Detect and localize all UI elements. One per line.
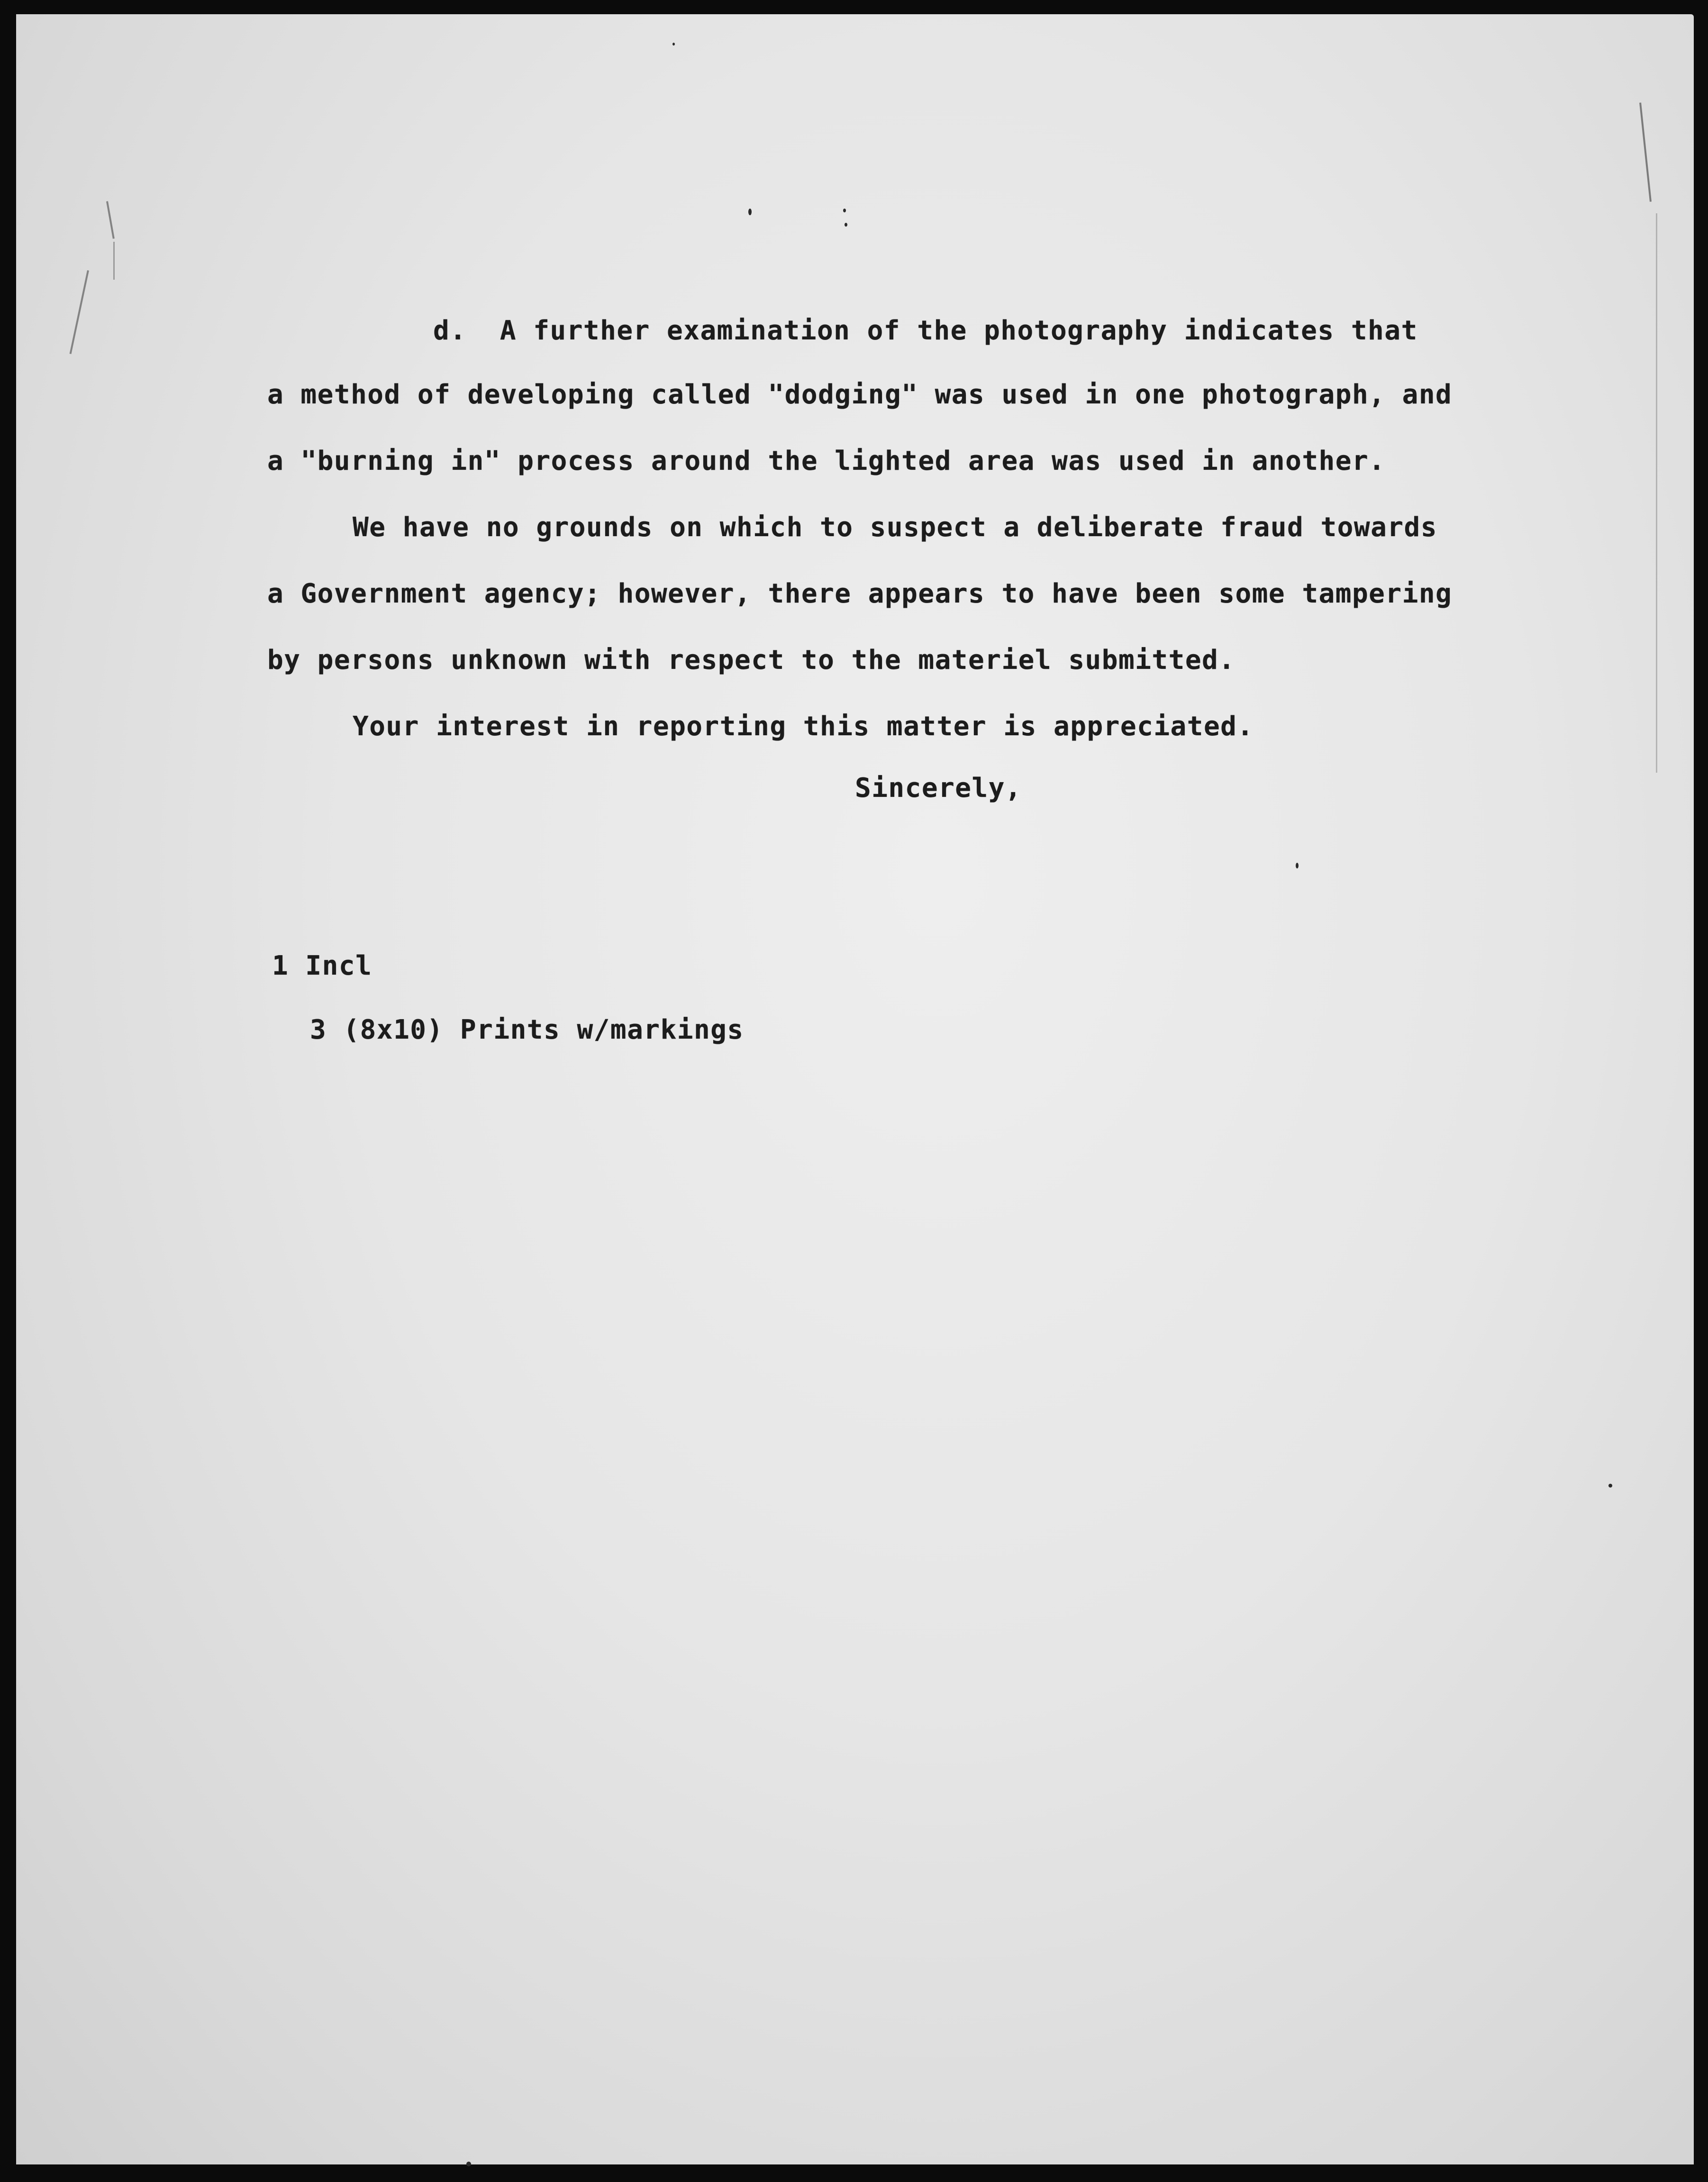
right-edge-mark — [1656, 213, 1657, 773]
speck — [672, 43, 675, 46]
enclosure-item: 3 (8x10) Prints w/markings — [310, 1014, 744, 1045]
paragraph-3-line-1: Your interest in reporting this matter is appreciated. — [353, 711, 1254, 742]
closing-salutation: Sincerely, — [855, 773, 1022, 803]
paragraph-2-line-3: by persons unknown with respect to the materiel submitted. — [267, 645, 1236, 676]
speck — [466, 2162, 471, 2166]
paragraph-2-line-2: a Government agency; however, there appears to have been some tampering — [267, 578, 1453, 609]
left-margin-scratch — [106, 201, 115, 238]
paragraph-d-line-1: d. A further examination of the photography indicates that — [433, 315, 1418, 346]
paragraph-2-line-1: We have no grounds on which to suspect a deliberate fraud towards — [353, 512, 1437, 543]
speck — [843, 209, 846, 212]
paragraph-d-line-2: a method of developing called "dodging" was used in one photograph, and — [267, 379, 1453, 410]
speck — [748, 209, 752, 215]
paragraph-d-line-3: a "burning in" process around the lighted area was used in another. — [267, 446, 1386, 476]
speck — [845, 223, 847, 227]
speck — [1296, 863, 1299, 868]
paper-sheet — [16, 14, 1694, 2164]
left-margin-scratch — [113, 242, 115, 280]
left-margin-scratch — [70, 270, 89, 354]
right-edge-mark — [1639, 102, 1652, 201]
speck — [1608, 1484, 1612, 1488]
enclosure-count: 1 Incl — [272, 950, 372, 981]
